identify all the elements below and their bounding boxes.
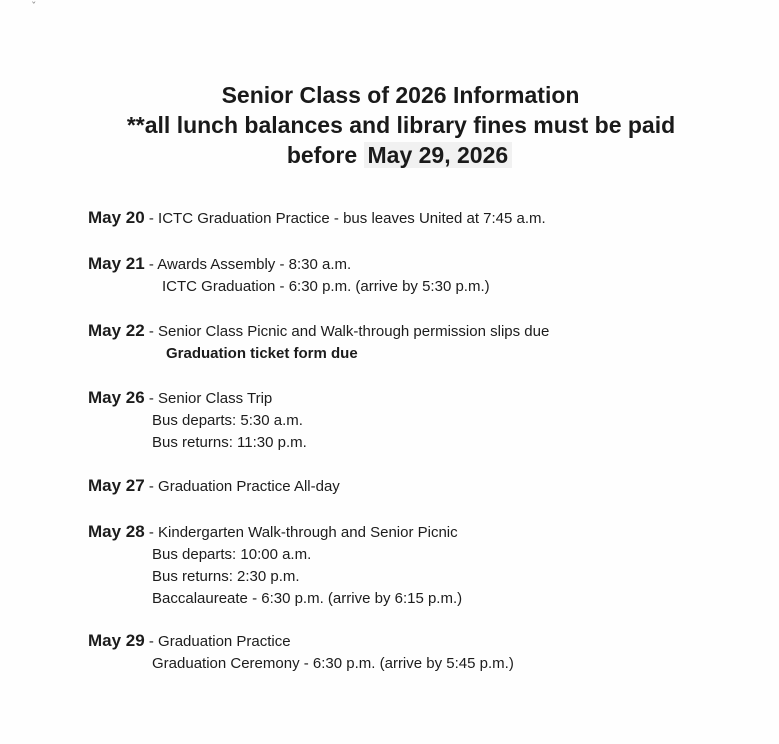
event-detail: Graduation ticket form due [166,345,358,362]
event-detail: Bus returns: 2:30 p.m. [152,568,300,585]
event-item-may-21 [88,253,490,298]
header-title: Senior Class of 2026 Information [221,82,580,108]
event-date: May 28 [88,522,145,541]
event-item-may-20 [88,207,546,230]
event-detail: Bus departs: 5:30 a.m. [152,412,303,429]
event-line [88,387,307,410]
event-detail: Bus returns: 11:30 p.m. [152,434,307,451]
header-notice: **all lunch balances and library fines must be paid [126,112,676,138]
event-date: May 21 [88,254,145,273]
header-deadline [0,140,779,170]
event-text: - Awards Assembly - 8:30 a.m. [144,256,352,273]
event-item-may-26 [88,387,307,454]
event-line [88,207,546,230]
event-line [88,320,549,343]
event-line [88,253,490,276]
event-item-may-29 [88,630,514,675]
event-text: - Graduation Practice All-day [144,478,340,495]
event-text: - ICTC Graduation Practice - bus leaves United at 7:45 a.m. [144,210,546,227]
event-line [88,521,462,544]
event-detail: ICTC Graduation - 6:30 p.m. (arrive by 5:30 p.m.) [162,278,490,295]
header-deadline-date: May 29, 2026 [364,142,513,168]
event-detail: Bus departs: 10:00 a.m. [152,546,312,563]
header-deadline-prefix: before [286,142,358,168]
event-item-may-27 [88,475,340,498]
event-date: May 20 [88,208,145,227]
event-date: May 29 [88,631,145,650]
event-text: - Graduation Practice [144,633,291,650]
event-date: May 22 [88,321,145,340]
event-text: - Kindergarten Walk-through and Senior Picnic [144,524,458,541]
event-date: May 26 [88,388,145,407]
event-detail: Graduation Ceremony - 6:30 p.m. (arrive by 5:45 p.m.) [152,655,514,672]
event-detail: Baccalaureate - 6:30 p.m. (arrive by 6:15 p.m.) [152,590,463,607]
event-text: - Senior Class Picnic and Walk-through permission slips due [144,323,550,340]
event-text: - Senior Class Trip [144,390,273,407]
event-item-may-22 [88,320,549,365]
event-date: May 27 [88,476,145,495]
document-header [0,80,779,170]
event-line [88,630,514,653]
event-item-may-28 [88,521,462,610]
event-line [88,475,340,498]
scan-mark: ˇ [31,0,37,13]
